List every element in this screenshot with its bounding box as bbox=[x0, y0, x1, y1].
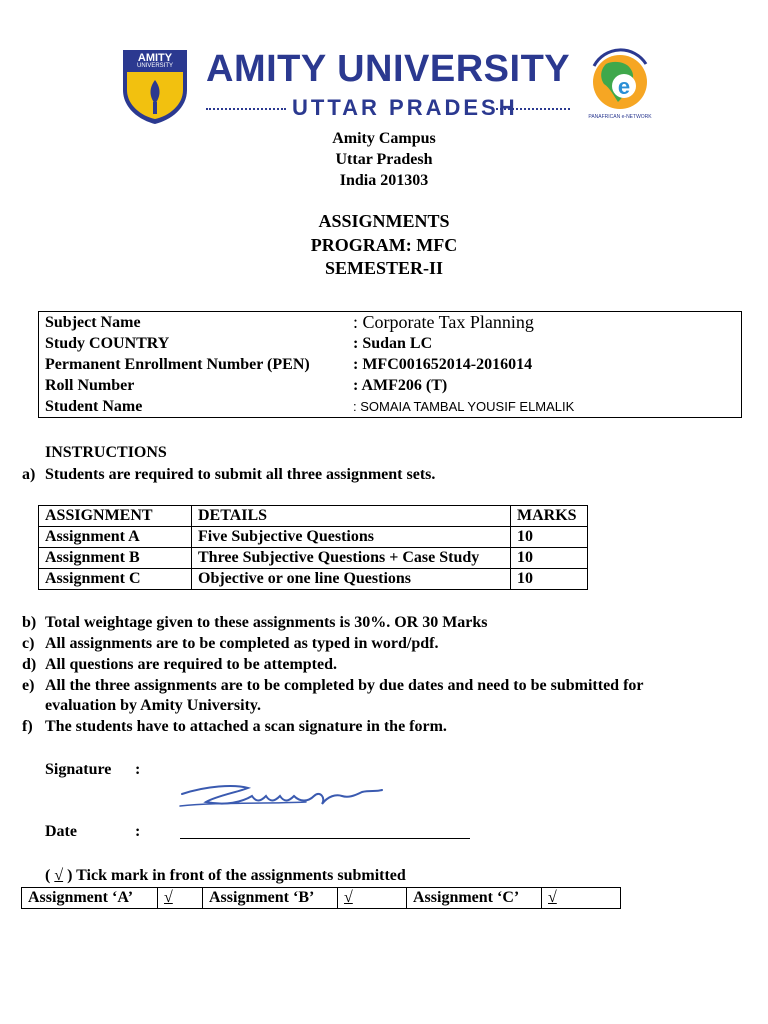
table-cell: Three Subjective Questions + Case Study bbox=[192, 548, 511, 569]
state-name: UTTAR PRADESH bbox=[292, 95, 518, 120]
list-label: f) bbox=[22, 718, 33, 735]
assignment-c-label: Assignment ‘C’ bbox=[407, 888, 542, 909]
info-label: Subject Name bbox=[39, 312, 348, 334]
assignment-b-checkbox[interactable]: √ bbox=[338, 888, 407, 909]
partner-logo-caption: PANAFRICAN e-NETWORK bbox=[588, 114, 652, 120]
table-header-row bbox=[39, 506, 588, 527]
semester-title: SEMESTER-II bbox=[324, 258, 444, 278]
table-row bbox=[39, 527, 588, 548]
list-label: e) bbox=[22, 677, 35, 694]
table-cell: 10 bbox=[511, 569, 588, 590]
list-text: Students are required to submit all three assignment sets. bbox=[45, 466, 436, 483]
logo-subtext: UNIVERSITY bbox=[136, 63, 173, 69]
date-colon: : bbox=[135, 823, 141, 840]
table-row bbox=[39, 312, 742, 334]
document-title: ASSIGNMENTS bbox=[318, 211, 450, 231]
program-title: PROGRAM: MFC bbox=[310, 235, 458, 255]
list-label: a) bbox=[22, 466, 36, 483]
svg-text:e: e bbox=[617, 74, 631, 99]
info-label: Student Name bbox=[39, 396, 348, 418]
info-label: Permanent Enrollment Number (PEN) bbox=[39, 354, 348, 375]
tick-open-paren: ( bbox=[45, 867, 51, 884]
table-row bbox=[22, 888, 621, 909]
amity-logo bbox=[119, 46, 191, 126]
logo-text: AMITY bbox=[137, 52, 173, 64]
signature-colon: : bbox=[135, 761, 141, 778]
student-info-table bbox=[38, 311, 742, 418]
info-value: : AMF206 (T) bbox=[347, 375, 742, 396]
table-cell: Objective or one line Questions bbox=[192, 569, 511, 590]
column-header: MARKS bbox=[511, 506, 588, 527]
address-line-1: Amity Campus bbox=[332, 130, 436, 147]
list-label: b) bbox=[22, 614, 37, 631]
instructions-heading: INSTRUCTIONS bbox=[45, 444, 167, 461]
list-text: Total weightage given to these assignments is 30%. OR 30 Marks bbox=[45, 614, 488, 631]
table-row bbox=[39, 354, 742, 375]
signature-label: Signature bbox=[45, 761, 112, 778]
table-cell: Assignment B bbox=[39, 548, 192, 569]
assignment-b-label: Assignment ‘B’ bbox=[203, 888, 338, 909]
table-row bbox=[39, 333, 742, 354]
table-row bbox=[39, 396, 742, 418]
university-name: AMITY UNIVERSITY bbox=[206, 48, 571, 90]
list-text: All questions are required to be attempted. bbox=[45, 656, 337, 673]
assignment-a-checkbox[interactable]: √ bbox=[158, 888, 203, 909]
column-header: ASSIGNMENT bbox=[39, 506, 192, 527]
list-text: The students have to attached a scan signature in the form. bbox=[45, 718, 447, 735]
address-line-3: India 201303 bbox=[339, 172, 429, 189]
column-header: DETAILS bbox=[192, 506, 511, 527]
list-text: All assignments are to be completed as typed in word/pdf. bbox=[45, 635, 439, 652]
panafrican-enetwork-logo bbox=[580, 42, 660, 122]
list-text: All the three assignments are to be completed by due dates and need to be submitted for bbox=[45, 677, 644, 694]
address-line-2: Uttar Pradesh bbox=[335, 151, 433, 168]
info-label: Study COUNTRY bbox=[39, 333, 348, 354]
table-cell: 10 bbox=[511, 527, 588, 548]
table-cell: Assignment A bbox=[39, 527, 192, 548]
list-label: c) bbox=[22, 635, 35, 652]
list-label: d) bbox=[22, 656, 37, 673]
tick-instruction bbox=[45, 867, 406, 885]
submission-tick-table bbox=[21, 887, 621, 909]
dotted-decoration-right bbox=[492, 108, 570, 112]
assignments-table bbox=[38, 505, 588, 590]
tick-instruction-text: ) Tick mark in front of the assignments submitted bbox=[67, 867, 406, 884]
info-value: : Corporate Tax Planning bbox=[347, 312, 742, 334]
assignment-a-label: Assignment ‘A’ bbox=[22, 888, 158, 909]
dotted-decoration-left bbox=[206, 108, 286, 112]
info-value: : SOMAIA TAMBAL YOUSIF ELMALIK bbox=[347, 396, 742, 418]
date-field[interactable] bbox=[180, 838, 470, 839]
table-row bbox=[39, 375, 742, 396]
table-cell: Assignment C bbox=[39, 569, 192, 590]
info-value: : Sudan LC bbox=[347, 333, 742, 354]
signature-image bbox=[176, 772, 390, 820]
table-cell: 10 bbox=[511, 548, 588, 569]
table-row bbox=[39, 569, 588, 590]
assignment-c-checkbox[interactable]: √ bbox=[542, 888, 621, 909]
table-cell: Five Subjective Questions bbox=[192, 527, 511, 548]
table-row bbox=[39, 548, 588, 569]
info-label: Roll Number bbox=[39, 375, 348, 396]
tick-mark-symbol: √ bbox=[54, 867, 64, 884]
list-text: evaluation by Amity University. bbox=[45, 697, 262, 714]
date-label: Date bbox=[45, 823, 77, 840]
info-value: : MFC001652014-2016014 bbox=[347, 354, 742, 375]
